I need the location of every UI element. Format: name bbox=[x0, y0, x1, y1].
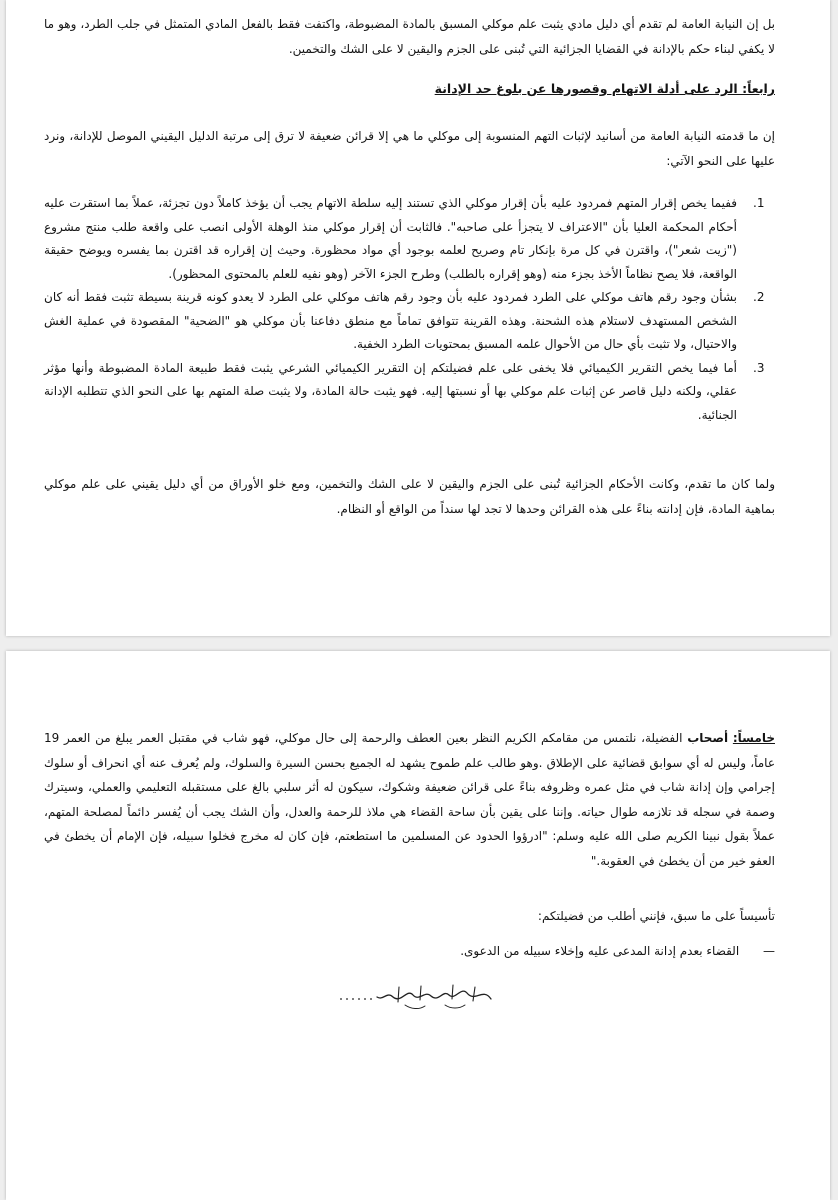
fifth-section-label: خامساً: bbox=[732, 731, 775, 745]
request-item-text: القضاء بعدم إدانة المدعى عليه وإخلاء سبيله من الدعوى. bbox=[460, 944, 740, 958]
list-item-text: أما فيما يخص التقرير الكيميائي فلا يخفى على علم فضيلتكم إن التقرير الكيميائي الشرعي يثبت فقط طبيعة المادة المضبوطة وأنها مؤثر عقلي، ولكنه دليل قاصر عن إثبات علم موكلي بها أو نسبتها إليه. فهو يثبت حالة المادة، ولا يثبت صلة المتهم بها على النحو الذي تتطلبه الإدانة الجنائية. bbox=[44, 360, 737, 422]
section-heading-fourth: رابعاً: الرد على أدلة الاتهام وقصورها عن بلوغ حد الإدانة bbox=[434, 81, 775, 96]
section-intro-paragraph: إن ما قدمته النيابة العامة من أسانيد لإثبات التهم المنسوبة إلى موكلي ما هي إلا قرائن ضعيفة لا ترق إلى مرتبة الدليل اليقيني الموصل للإدانة، ونرد عليها على النحو الآتي: bbox=[44, 129, 775, 168]
list-item-number: 1. bbox=[753, 196, 765, 210]
list-item bbox=[44, 192, 775, 286]
signature-calligraphy bbox=[325, 981, 495, 1011]
closing-paragraph: ولما كان ما تقدم، وكانت الأحكام الجزائية تُبنى على الجزم واليقين لا على الشك والتخمين، ومع خلو الأوراق من أي دليل يقيني على علم موكلي بماهية المادة، فإن إدانته بناءً على هذه القرائن وحدها لا تجد لها سنداً من الواقع أو النظام. bbox=[44, 477, 775, 516]
request-intro: تأسيساً على ما سبق، فإنني أطلب من فضيلتكم: bbox=[537, 909, 775, 923]
list-item-text: بشأن وجود رقم هاتف موكلي على الطرد فمردود عليه بأن وجود رقم هاتف موكلي على الطرد لا يعدو كونه قرينة بسيطة تثبت فقط أنه كان الشخص المستهدف لاستلام هذه الشحنة. وهذه القرينة تتوافق تماماً مع منطق دفاعنا بأن موكلي هو "الضحية" المقصودة في عملية الغش والاحتيال، ولا تثبت بأي حال من الأحوال علمه المسبق بمحتويات الطرد الخفية. bbox=[44, 290, 737, 351]
fifth-section-title: أصحاب bbox=[687, 731, 729, 745]
dash-bullet: — bbox=[763, 944, 775, 958]
document-page-2 bbox=[6, 651, 830, 1200]
fifth-section-body: الفضيلة، نلتمس من مقامكم الكريم النظر بعين العطف والرحمة إلى حال موكلي، فهو شاب في مقتبل العمر يبلغ من العمر 19 عاماً، وليس له أي سوابق قضائية على الإطلاق .وهو طالب علم طموح يشهد له الجميع بحسن السيرة والسلوك، ولم يُعرف عنه أي انحراف أو سلوك إجرامي وإن إدانة شاب في مثل عمره وظروفه بناءً على قرائن ضعيفة وشكوك، سيكون له أثر سلبي بالغ على مستقبله التعليمي والعملي، وسيترك وصمة في سجله قد تلازمه طوال حياته. وإننا على يقين بأن ساحة القضاء هي ملاذ للرحمة والعدل، وأن الشك يجب أن يُفسر دائماً لمصلحة المتهم، عملاً بقول نبينا الكريم صلى الله عليه وسلم: "ادرؤوا الحدود عن المسلمين ما استطعتم، فإن كان له مخرج فخلوا سبيله، فإن الإمام أن يخطئ في العفو خير من أن يخطئ في العقوبة." bbox=[44, 731, 775, 868]
list-item-text: ففيما يخص إقرار المتهم فمردود عليه بأن إقرار موكلي الذي تستند إليه سلطة الاتهام يجب أن يؤخذ كاملاً دون تجزئة، عملاً بما استقرت عليه أحكام المحكمة العليا بأن "الاعتراف لا يتجزأ على صاحبه". فالثابت أن إقرار موكلي منذ الوهلة الأولى انصب على واقعة طلب منتج مشروع ("زيت شعر")، واقترن في كل مرة بإنكار تام وصريح لعلمه بوجود أي مواد محظورة. وحيث إن إقراره قد اقترن بما يفسره ويوضح حقيقة الواقعة، فلا يصح نظاماً الأخذ بجزء منه (وهو إقراره بالطلب) وطرح الجزء الآخر (وهو نفيه للعلم بالمحتوى المحظور). bbox=[44, 196, 737, 281]
request-item bbox=[460, 940, 775, 962]
document-page-1 bbox=[6, 0, 830, 636]
intro-paragraph: بل إن النيابة العامة لم تقدم أي دليل مادي يثبت علم موكلي المسبق بالمادة المضبوطة، واكتفت فقط بالفعل المادي المتمثل في جلب الطرد، وهو ما لا يكفي لبناء حكم بالإدانة في القضايا الجزائية التي تُبنى على الجزم واليقين لا على الشك والتخمين. bbox=[44, 17, 775, 56]
list-item bbox=[44, 286, 775, 357]
fifth-section-paragraph bbox=[44, 726, 775, 873]
evidence-response-list bbox=[44, 192, 775, 427]
list-item bbox=[44, 357, 775, 428]
list-item-number: 3. bbox=[753, 360, 765, 375]
list-item-number: 2. bbox=[753, 290, 765, 304]
